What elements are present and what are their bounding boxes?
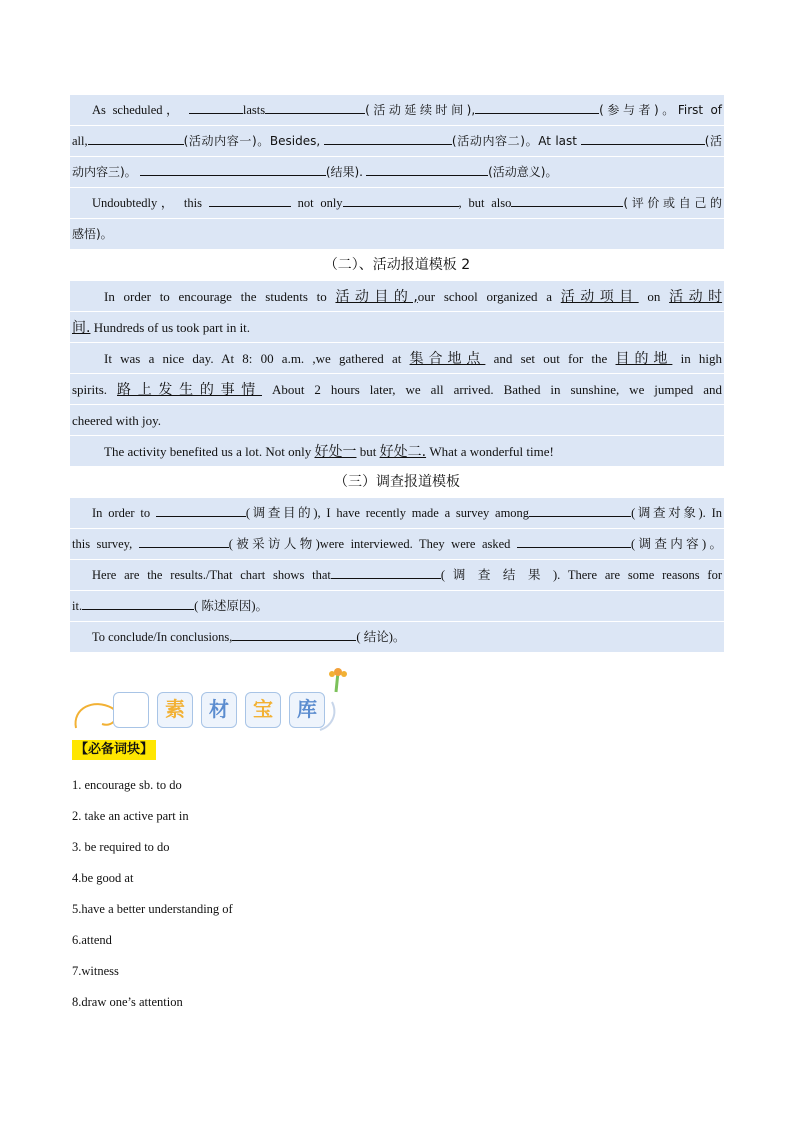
blank: [517, 533, 631, 548]
t2-time1: 活动时: [669, 289, 723, 305]
template1-band: [70, 95, 724, 250]
t3-reason: ( 陈述原因)。: [194, 599, 269, 613]
list-item: 7.witness: [72, 964, 119, 978]
blank: [581, 130, 705, 145]
t1-content2: (活动内容二)。At last: [451, 134, 577, 148]
t1-evaluation: (评价或自己的: [623, 196, 723, 210]
t2-l1a: In order to encourage the students to: [104, 289, 327, 304]
t1-duration: (活动延续时间),: [365, 103, 476, 117]
t2-purpose: 活动目的,: [335, 289, 418, 305]
t2-place: 集合地点: [409, 351, 486, 367]
t1-line1: [70, 95, 724, 126]
t1-line5: [70, 219, 724, 250]
t3-line1: [70, 498, 724, 529]
t3-l4a: it.: [72, 599, 83, 613]
blank: [189, 99, 243, 114]
list-item: 5.have a better understanding of: [72, 902, 233, 916]
blank: [331, 564, 441, 579]
t2-item: 活动项目: [560, 289, 639, 305]
t3-people: (被采访人物)were interviewed. They were asked: [228, 537, 511, 551]
t3-line2: [70, 529, 724, 560]
vocab-title: 【必备词块】: [72, 740, 156, 760]
template3-band: [70, 498, 724, 653]
t3-l1a: In order to: [92, 506, 151, 520]
list-item: 4.be good at: [72, 871, 134, 885]
t1-content3: 动内容三)。: [72, 165, 137, 179]
t2-time2: 间.: [72, 320, 91, 336]
template-page: [70, 95, 724, 653]
t1-as-scheduled: As scheduled，: [92, 103, 183, 117]
t2-destination: 目的地: [615, 351, 673, 367]
blank: [139, 533, 229, 548]
blank: [265, 99, 365, 114]
t2-but: but: [359, 444, 377, 459]
t1-result: (结果).: [325, 165, 363, 179]
blank: [82, 595, 194, 610]
list-item: 1. encourage sb. to do: [72, 778, 182, 792]
t1-line2: [70, 126, 724, 157]
t2-line3: [70, 343, 724, 374]
blank: [475, 99, 599, 114]
section3-title: （三）调查报道模板: [334, 474, 460, 490]
t2-l4a: spirits.: [72, 382, 108, 397]
list-item: 6.attend: [72, 933, 112, 947]
blank: [324, 130, 452, 145]
banner-char-4: 库: [289, 692, 325, 728]
t3-result: ( 调 查 结 果 ). There are some reasons for: [440, 568, 723, 582]
t3-target: (调查对象). In: [631, 506, 722, 520]
t1-this: this: [183, 196, 202, 210]
t1-all: all,: [72, 134, 88, 148]
t2-l6a: The activity benefited us a lot. Not only: [104, 444, 312, 459]
t2-l6b: What a wonderful time!: [429, 444, 554, 459]
t2-benefit2: 好处二.: [379, 444, 427, 460]
t1-but-also: , but also: [458, 196, 512, 210]
t2-l1b: our school organized a: [417, 289, 553, 304]
t2-l3c: in high: [680, 351, 723, 366]
banner-char-2: 材: [201, 692, 237, 728]
t2-line6: [70, 436, 724, 467]
t3-l5a: To conclude/In conclusions,: [92, 630, 233, 644]
t1-lasts: lasts: [242, 103, 266, 117]
t3-purpose: (调查目的), I have recently made a survey among: [245, 506, 530, 520]
t2-line2: [70, 312, 724, 343]
t1-not-only: not only: [297, 196, 343, 210]
t1-line4: [70, 188, 724, 219]
blank: [209, 192, 291, 207]
banner-char-1: 素: [157, 692, 193, 728]
t1-feeling: 感悟)。: [72, 227, 113, 241]
vocab-list: [72, 770, 233, 1018]
t2-benefit1: 好处一: [314, 444, 357, 460]
list-item: 3. be required to do: [72, 840, 170, 854]
t3-line3: [70, 560, 724, 591]
blank: [529, 502, 631, 517]
t1-content1: (活动内容一)。Besides,: [183, 134, 321, 148]
list-item: 8.draw one’s attention: [72, 995, 183, 1009]
t1-line3: [70, 157, 724, 188]
t2-l4b: About 2 hours later, we all arrived. Bathed in sunshine, we jumped and: [271, 382, 723, 397]
t1-participants: (参与者)。First of: [599, 103, 723, 117]
blank: [511, 192, 623, 207]
t2-line4: [70, 374, 724, 405]
t1-undoubtedly: Undoubtedly，: [92, 196, 178, 210]
t2-l5: cheered with joy.: [72, 413, 162, 428]
blank: [232, 626, 356, 641]
t3-line5: [70, 622, 724, 653]
t2-l3b: and set out for the: [493, 351, 608, 366]
t3-l2a: this survey,: [72, 537, 133, 551]
material-library-banner: [70, 662, 360, 734]
t2-line5: [70, 405, 724, 436]
t2-event: 路上发生的事情: [117, 382, 262, 398]
blank: [88, 130, 184, 145]
list-item: 2. take an active part in: [72, 809, 189, 823]
t3-line4: [70, 591, 724, 622]
t3-content: (调查内容)。: [630, 537, 723, 551]
t1-huo: (活: [704, 134, 723, 148]
blank: [343, 192, 459, 207]
template2-band: [70, 281, 724, 467]
banner-ball-box: [113, 692, 149, 728]
t1-meaning: (活动意义)。: [488, 165, 558, 179]
t2-l3a: It was a nice day. At 8: 00 a.m. ,we gathered at: [104, 351, 402, 366]
t3-l3a: Here are the results./That chart shows that: [92, 568, 331, 582]
section2-title: （二）、活动报道模板 2: [323, 257, 471, 273]
banner-char-3: 宝: [245, 692, 281, 728]
t2-on: on: [647, 289, 661, 304]
t2-l2b: Hundreds of us took part in it.: [93, 320, 251, 335]
t3-conclusion: ( 结论)。: [356, 630, 406, 644]
blank: [156, 502, 246, 517]
blank: [140, 161, 326, 176]
blank: [366, 161, 488, 176]
t2-line1: [70, 281, 724, 312]
